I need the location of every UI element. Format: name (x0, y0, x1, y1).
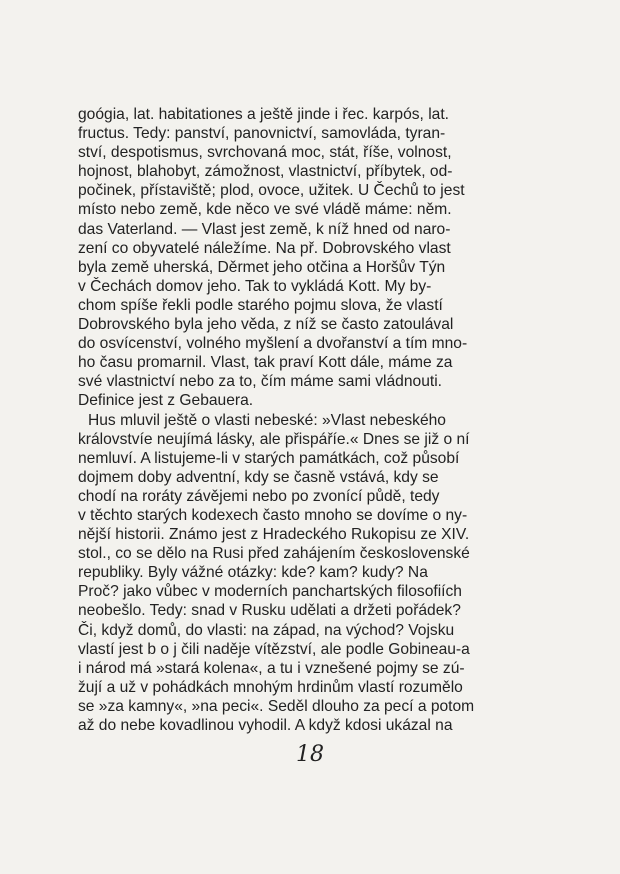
text-line: dojmem doby adventní, kdy se časně vstává, kdy se (78, 468, 439, 486)
text-line: v těchto starých kodexech často mnoho se dovíme o ny- (78, 506, 468, 524)
text-line: do osvícenství, volného myšlení a dvořanství a tím mno- (78, 335, 468, 353)
text-line: chodí na roráty závějemi nebo po zvonící půdě, tedy (78, 487, 440, 505)
text-line: ho času promarnil. Vlast, tak praví Kott dále, máme za (78, 354, 453, 372)
body-text (78, 105, 543, 735)
text-line: byla země uherská, Děrmet jeho otčina a Horšův Týn (78, 258, 446, 276)
text-line: hojnost, blahobyt, zámožnost, vlastnictví, příbytek, od- (78, 163, 453, 181)
text-line: zení co obyvatelé náležíme. Na př. Dobrovského vlast (78, 239, 451, 257)
text-line: až do nebe kovadlinou vyhodil. A když kdosi ukázal na (78, 717, 453, 734)
text-line: nemluví. A listujeme-li v starých památkách, což působí (78, 449, 460, 467)
text-line: místo nebo země, kde něco ve své vládě máme: něm. (78, 201, 452, 219)
text-line: goógia, lat. habitationes a ještě jinde i řec. karpós, lat. (78, 106, 450, 123)
text-line: i národ má »stará kolena«, a tu i vznešené pojmy se zú- (78, 659, 465, 677)
text-line: své vlastnictví nebo za to, čím máme sami vládnouti. (78, 373, 443, 391)
text-line: chom spíše řekli podle starého pojmu slova, že vlastí (78, 296, 443, 314)
text-line: Či, když domů, do vlasti: na západ, na východ? Vojsku (78, 621, 455, 639)
text-line: Proč? jako vůbec v moderních panchartských filosofiích (78, 583, 462, 601)
text-line: Hus mluvil ještě o vlasti nebeské: »Vlast nebeského (88, 411, 446, 429)
text-line: žují a už v pohádkách mnohým hrdinům vlastí rozumělo (78, 678, 463, 696)
text-line: v Čechách domov jeho. Tak to vykládá Kott. My by- (78, 277, 432, 295)
text-line: republiky. Byly vážné otázky: kde? kam? kudy? Na (78, 564, 428, 582)
text-line: se »za kamny«, »na peci«. Seděl dlouho za pecí a potom (78, 697, 475, 715)
text-line: das Vaterland. — Vlast jest země, k níž hned od naro- (78, 220, 451, 238)
page-number: 18 (296, 742, 324, 767)
text-line: počinek, přístaviště; plod, ovoce, užitek. U Čechů to jest (78, 182, 465, 200)
text-line: Definice jest z Gebauera. (78, 392, 254, 410)
text-line: královstvíe neujímá lásky, ale přispáříe.« Dnes se již o ní (78, 430, 470, 448)
text-line: fructus. Tedy: panství, panovnictví, samovláda, tyran- (78, 125, 446, 143)
text-line: neobešlo. Tedy: snad v Rusku udělati a držeti pořádek? (78, 602, 461, 620)
text-line: ství, despotismus, svrchovaná moc, stát, říše, volnost, (78, 144, 452, 162)
text-line: stol., co se dělo na Rusi před zahájením československé (78, 545, 470, 563)
text-line: Dobrovského byla jeho věda, z níž se často zatoulával (78, 316, 454, 334)
text-line: vlastí jest b o j čili naděje vítězství, ale podle Gobineau-a (78, 640, 470, 658)
text-line: nější historii. Známo jest z Hradeckého Rukopisu ze XIV. (78, 526, 470, 544)
